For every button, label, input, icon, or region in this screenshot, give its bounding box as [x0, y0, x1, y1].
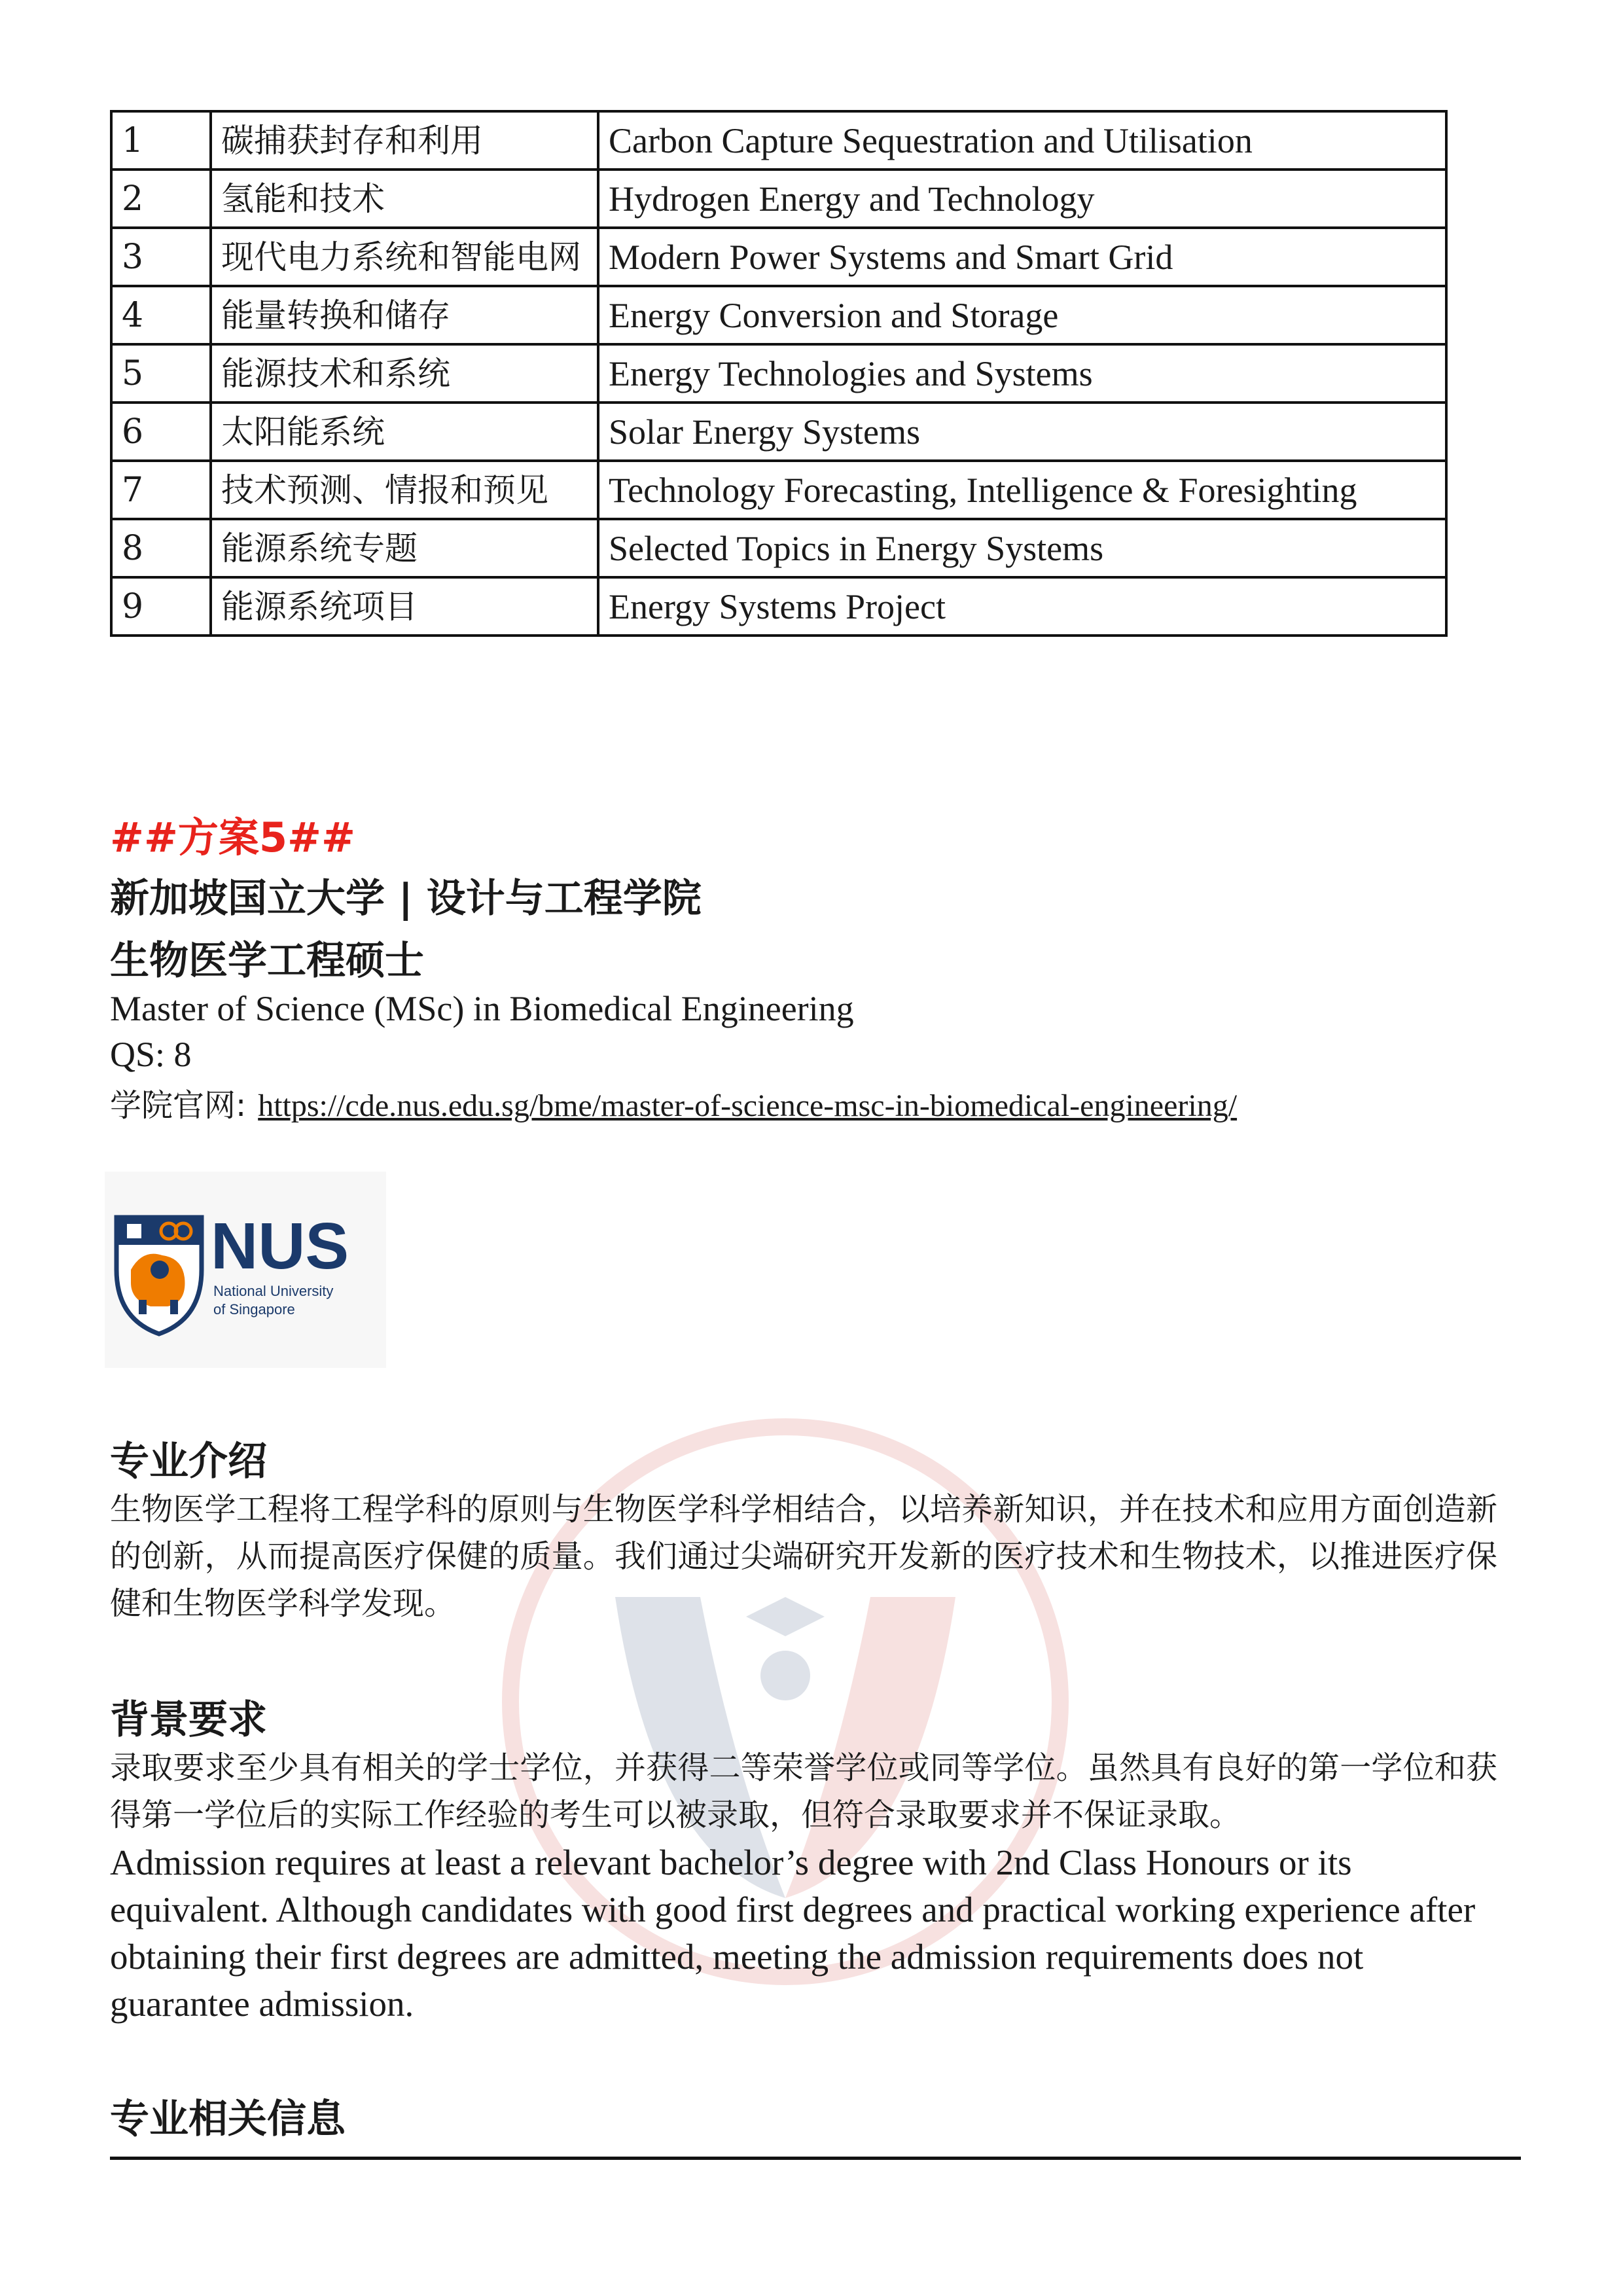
nus-crest-icon — [105, 1172, 386, 1368]
course-number: 7 — [111, 461, 211, 519]
course-name-en: Technology Forecasting, Intelligence & Foresighting — [598, 461, 1446, 519]
course-name-en: Carbon Capture Sequestration and Utilisation — [598, 111, 1446, 170]
website-label: 学院官网: — [110, 1087, 247, 1124]
table-row — [111, 286, 1446, 344]
nus-logo — [105, 1172, 386, 1368]
course-name-en: Modern Power Systems and Smart Grid — [598, 228, 1446, 286]
section-title-intro: 专业介绍 — [110, 1439, 267, 1484]
table-row — [111, 577, 1446, 636]
course-table — [110, 110, 1448, 637]
course-name-en: Solar Energy Systems — [598, 403, 1446, 461]
divider — [110, 2157, 1521, 2160]
section-body-background-cn: 录取要求至少具有相关的学士学位，并获得二等荣誉学位或同等学位。虽然具有良好的第一学位和获得第一学位后的实际工作经验的考生可以被录取，但符合录取要求并不保证录取。 — [110, 1749, 1497, 1833]
course-number: 4 — [111, 286, 211, 344]
course-name-en: Energy Conversion and Storage — [598, 286, 1446, 344]
nus-line1: National University — [213, 1283, 334, 1299]
website-line — [110, 1080, 1237, 1125]
course-name-cn: 能源系统项目 — [211, 577, 598, 636]
course-number: 3 — [111, 228, 211, 286]
course-number: 5 — [111, 344, 211, 403]
course-number: 2 — [111, 170, 211, 228]
section-body-background-en: Admission requires at least a relevant bachelor’s degree with 2nd Class Honours or its equivalent. Although candidates with good first degrees and practical working experience after obtaining their first degrees are admitted, meeting the admission requirements does not guarantee admission. — [110, 1842, 1476, 2024]
course-number: 9 — [111, 577, 211, 636]
course-number: 1 — [111, 111, 211, 170]
course-name-en: Selected Topics in Energy Systems — [598, 519, 1446, 577]
course-name-cn: 技术预测、情报和预见 — [211, 461, 598, 519]
table-row — [111, 461, 1446, 519]
course-number: 6 — [111, 403, 211, 461]
table-row — [111, 344, 1446, 403]
section-title-related: 专业相关信息 — [110, 2096, 346, 2142]
course-name-cn: 能源技术和系统 — [211, 344, 598, 403]
nus-wordmark: NUS — [211, 1210, 349, 1283]
program-title-en: Master of Science (MSc) in Biomedical Engineering — [110, 989, 854, 1028]
course-name-cn: 太阳能系统 — [211, 403, 598, 461]
course-name-cn: 碳捕获封存和利用 — [211, 111, 598, 170]
course-name-en: Energy Systems Project — [598, 577, 1446, 636]
table-row — [111, 111, 1446, 170]
section-body-intro: 生物医学工程将工程学科的原则与生物医学科学相结合，以培养新知识，并在技术和应用方面创造新的创新，从而提高医疗保健的质量。我们通过尖端研究开发新的医疗技术和生物技术，以推进医疗保健和生物医学科学发现。 — [110, 1491, 1497, 1622]
table-row — [111, 170, 1446, 228]
website-link[interactable]: https://cde.nus.edu.sg/bme/master-of-science-msc-in-biomedical-engineering/ — [258, 1088, 1238, 1123]
course-name-cn: 现代电力系统和智能电网 — [211, 228, 598, 286]
course-name-cn: 能源系统专题 — [211, 519, 598, 577]
qs-ranking: QS: 8 — [110, 1035, 192, 1074]
table-row — [111, 403, 1446, 461]
course-number: 8 — [111, 519, 211, 577]
course-name-cn: 氢能和技术 — [211, 170, 598, 228]
course-name-en: Hydrogen Energy and Technology — [598, 170, 1446, 228]
table-row — [111, 519, 1446, 577]
table-row — [111, 228, 1446, 286]
nus-line2: of Singapore — [213, 1301, 295, 1318]
school-name: 新加坡国立大学 | 设计与工程学院 — [110, 876, 702, 922]
plan-label: ##方案5## — [110, 814, 355, 861]
program-title-cn: 生物医学工程硕士 — [110, 938, 424, 984]
course-name-en: Energy Technologies and Systems — [598, 344, 1446, 403]
section-title-background: 背景要求 — [110, 1697, 267, 1743]
course-name-cn: 能量转换和储存 — [211, 286, 598, 344]
